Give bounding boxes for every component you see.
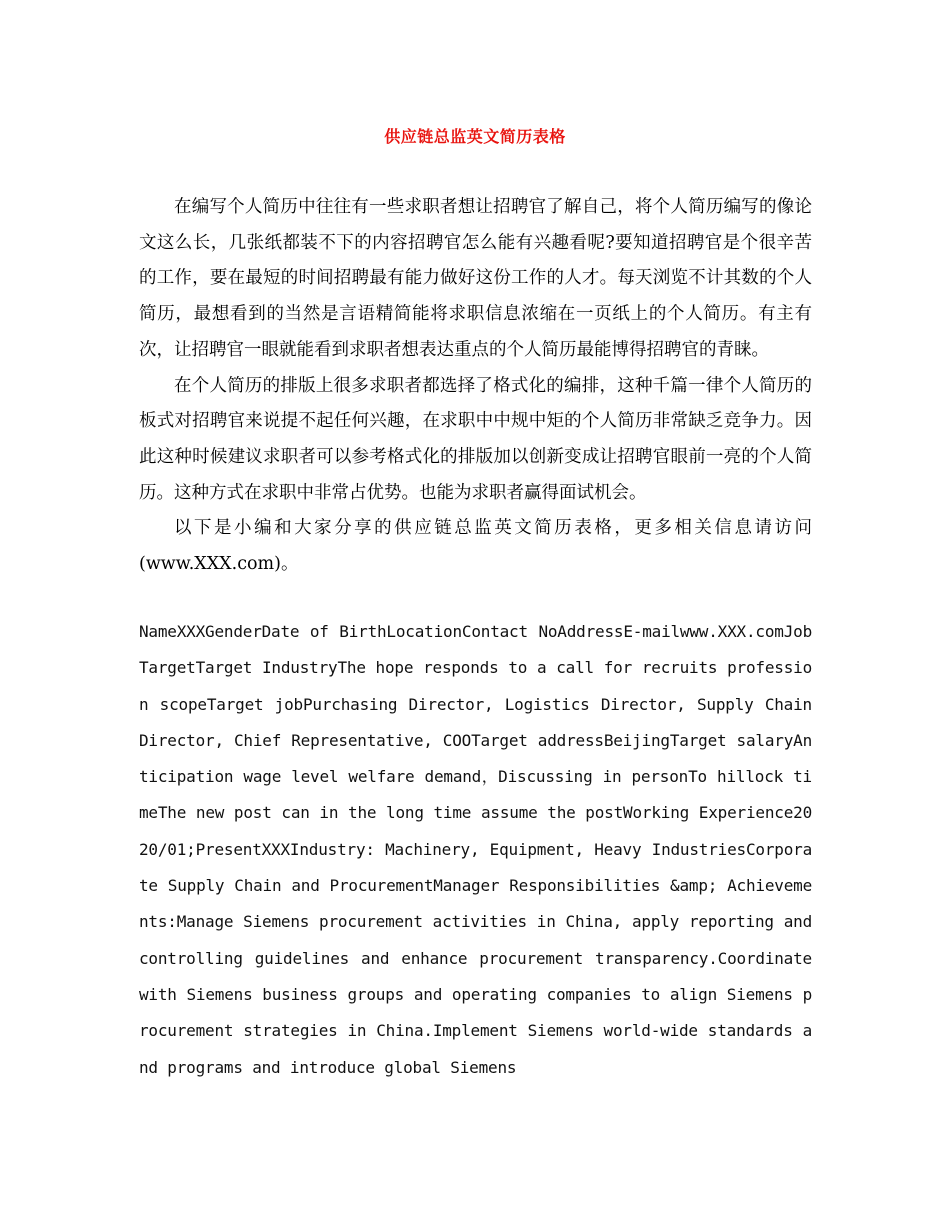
- intro-text: [139, 190, 812, 583]
- document-title: 供应链总监英文简历表格: [384, 127, 566, 146]
- intro-paragraph-3: 以下是小编和大家分享的供应链总监英文简历表格，更多相关信息请访问(www.XXX.com)。: [139, 518, 812, 575]
- intro-paragraph-1: 在编写个人简历中往往有一些求职者想让招聘官了解自己，将个人简历编写的像论文这么长，几张纸都装不下的内容招聘官怎么能有兴趣看呢?要知道招聘官是个很辛苦的工作，要在最短的时间招聘最有能力做好这份工作的人才。每天浏览不计其数的个人简历，最想看到的当然是言语精简能将求职信息浓缩在一页纸上的个人简历。有主有次，让招聘官一眼就能看到求职者想表达重点的个人简历最能博得招聘官的青睐。: [139, 197, 812, 360]
- resume-text: NameXXXGenderDate of BirthLocationContact NoAddressE-mailwww.XXX.comJob TargetTarget IndustryThe hope responds to a call for recruits profession scopeTarget jobPurchasing Director, Logistics Director, Supply Chain Director, Chief Representative, COOTarget addressBeijingTarget salaryAnticipation wage level welfare demand，Discussing in personTo hillock timeThe new post can in the long time assume the postWorking Experience2020/01;PresentXXXIndustry: Machinery, Equipment, Heavy IndustriesCorporate Supply Chain and ProcurementManager Responsibilities &amp; Achievements:Manage Siemens procurement activities in China, apply reporting and controlling guidelines and enhance procurement transparency.Coordinate with Siemens business groups and operating companies to align Siemens procurement strategies in China.Implement Siemens world-wide standards and programs and introduce global Siemens: [139, 622, 812, 1077]
- intro-paragraph-2: 在个人简历的排版上很多求职者都选择了格式化的编排，这种千篇一律个人简历的板式对招聘官来说提不起任何兴趣，在求职中中规中矩的个人简历非常缺乏竞争力。因此这种时候建议求职者可以参考格式化的排版加以创新变成让招聘官眼前一亮的个人简历。这种方式在求职中非常占优势。也能为求职者赢得面试机会。: [139, 375, 812, 503]
